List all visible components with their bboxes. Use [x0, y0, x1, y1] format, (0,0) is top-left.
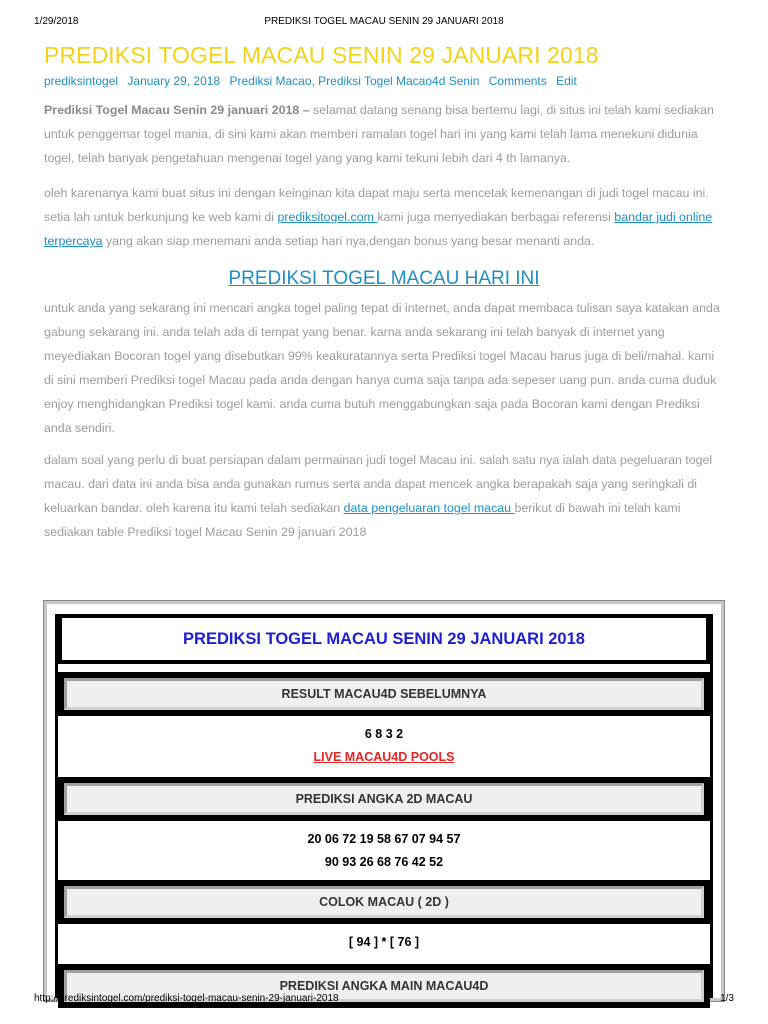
intro-lead: Prediksi Togel Macau Senin 29 januari 2018 –	[44, 103, 310, 117]
print-page-number: 1/3	[720, 993, 734, 1004]
section-result-label: RESULT MACAU4D SEBELUMNYA	[64, 678, 704, 710]
bandar-judi-link[interactable]: bandar judi online terpercaya	[44, 210, 713, 248]
prediksitogel-link[interactable]: prediksitogel.com	[277, 210, 378, 224]
p4-text2: berikut di bawah ini telah kami sediakan table Prediksi togel Macau Senin 29 januari 2018	[44, 501, 681, 539]
p2-text1: oleh karenanya kami buat situs ini dengan keinginan kita dapat maju serta mencetak kemenangan di judi togel macau ini. setia lah untuk berkunjung ke web kami di	[44, 186, 709, 224]
post-title[interactable]: PREDIKSI TOGEL MACAU SENIN 29 JANUARI 2018	[44, 42, 599, 68]
live-macau4d-link[interactable]: LIVE MACAU4D POOLS	[313, 750, 455, 764]
prediction-table-inner	[55, 614, 713, 998]
p2-text2: kami juga menyediakan berbagai referensi	[377, 210, 615, 224]
angka-2d-line1: 20 06 72 19 58 67 07 94 57	[307, 832, 461, 846]
live-link-row	[58, 746, 710, 768]
table-title-row	[58, 614, 710, 664]
subheading[interactable]: PREDIKSI TOGEL MACAU HARI INI	[228, 268, 540, 289]
second-paragraph	[44, 181, 724, 253]
date-link[interactable]: January 29, 2018	[127, 74, 221, 88]
p4-text1: dalam soal yang perlu di buat persiapan dalam permainan judi togel Macau ini. salah satu nya ialah data pegeluaran togel macau. dari data ini anda bisa anda gunakan rumus serta anda dapat mencek angka berapakah saja yang seringkali di keluarkan bandar. oleh karena itu kami telah sediakan	[44, 453, 713, 515]
print-url: http://prediksintogel.com/prediksi-togel-macau-senin-29-januari-2018	[34, 993, 339, 1004]
section-colok-header	[58, 880, 710, 924]
post-content	[44, 40, 724, 544]
print-title: PREDIKSI TOGEL MACAU SENIN 29 JANUARI 2018	[264, 16, 504, 27]
section-main-label: PREDIKSI ANGKA MAIN MACAU4D	[64, 970, 704, 1002]
author-link[interactable]: prediksintogel	[44, 74, 119, 88]
prediction-table	[44, 601, 724, 1001]
result-value: 6 8 3 2	[364, 727, 404, 741]
print-header	[34, 16, 734, 30]
section-colok-label: COLOK MACAU ( 2D )	[64, 886, 704, 918]
third-paragraph: untuk anda yang sekarang ini mencari angka togel paling tepat di internet, anda dapat membaca tulisan saya katakan anda gabung sekarang ini. anda telah ada di tempat yang benar. karna anda sekarang ini telah banyak di internet yang meyediakan Bocoran togel yang disebutkan 99% keakuratannya serta Prediksi togel Macau harus juga di beli/mahal. kami di sini memberi Prediksi togel Macau pada anda dengan hanya cuma saja tanpa ada sepeser uang pun. anda cuma duduk enjoy menghidangkan Prediksi togel kami. anda cuma butuh menggabungkan saja pada Bocoran kami dengan Prediksi anda sendiri.	[44, 301, 720, 435]
section-2d-label: PREDIKSI ANGKA 2D MACAU	[64, 783, 704, 815]
section-2d-header	[58, 777, 710, 821]
table-title: PREDIKSI TOGEL MACAU SENIN 29 JANUARI 2018	[62, 618, 706, 660]
post-meta	[44, 73, 724, 89]
intro-paragraph	[44, 98, 724, 170]
p2-text3: yang akan siap menemani anda setiap hari nya,dengan bonus yang besar menanti anda.	[102, 234, 595, 248]
data-pengeluaran-link[interactable]: data pengeluaran togel macau	[343, 501, 515, 515]
intro-text: selamat datang senang bisa bertemu lagi, di situs ini telah kami sediakan untuk penggemar togel mania, di sini kami akan memberi ramalan togel hari ini yang kami telah lama menekuni didunia togel, telah banyak pengetahuan mengenai togel yang yang kami tekuni lebih dari 4 th lamanya.	[44, 103, 714, 165]
fourth-paragraph	[44, 448, 724, 544]
categories-links[interactable]: Prediksi Macao, Prediksi Togel Macao4d Senin	[229, 74, 480, 88]
angka-2d-line2: 90 93 26 68 76 42 52	[324, 855, 444, 869]
colok-value: [ 94 ] * [ 76 ]	[348, 935, 420, 949]
section-result-header	[58, 672, 710, 716]
print-footer	[34, 993, 734, 1007]
print-date: 1/29/2018	[34, 16, 79, 27]
comments-link[interactable]: Comments	[488, 74, 547, 88]
edit-link[interactable]: Edit	[556, 74, 577, 88]
